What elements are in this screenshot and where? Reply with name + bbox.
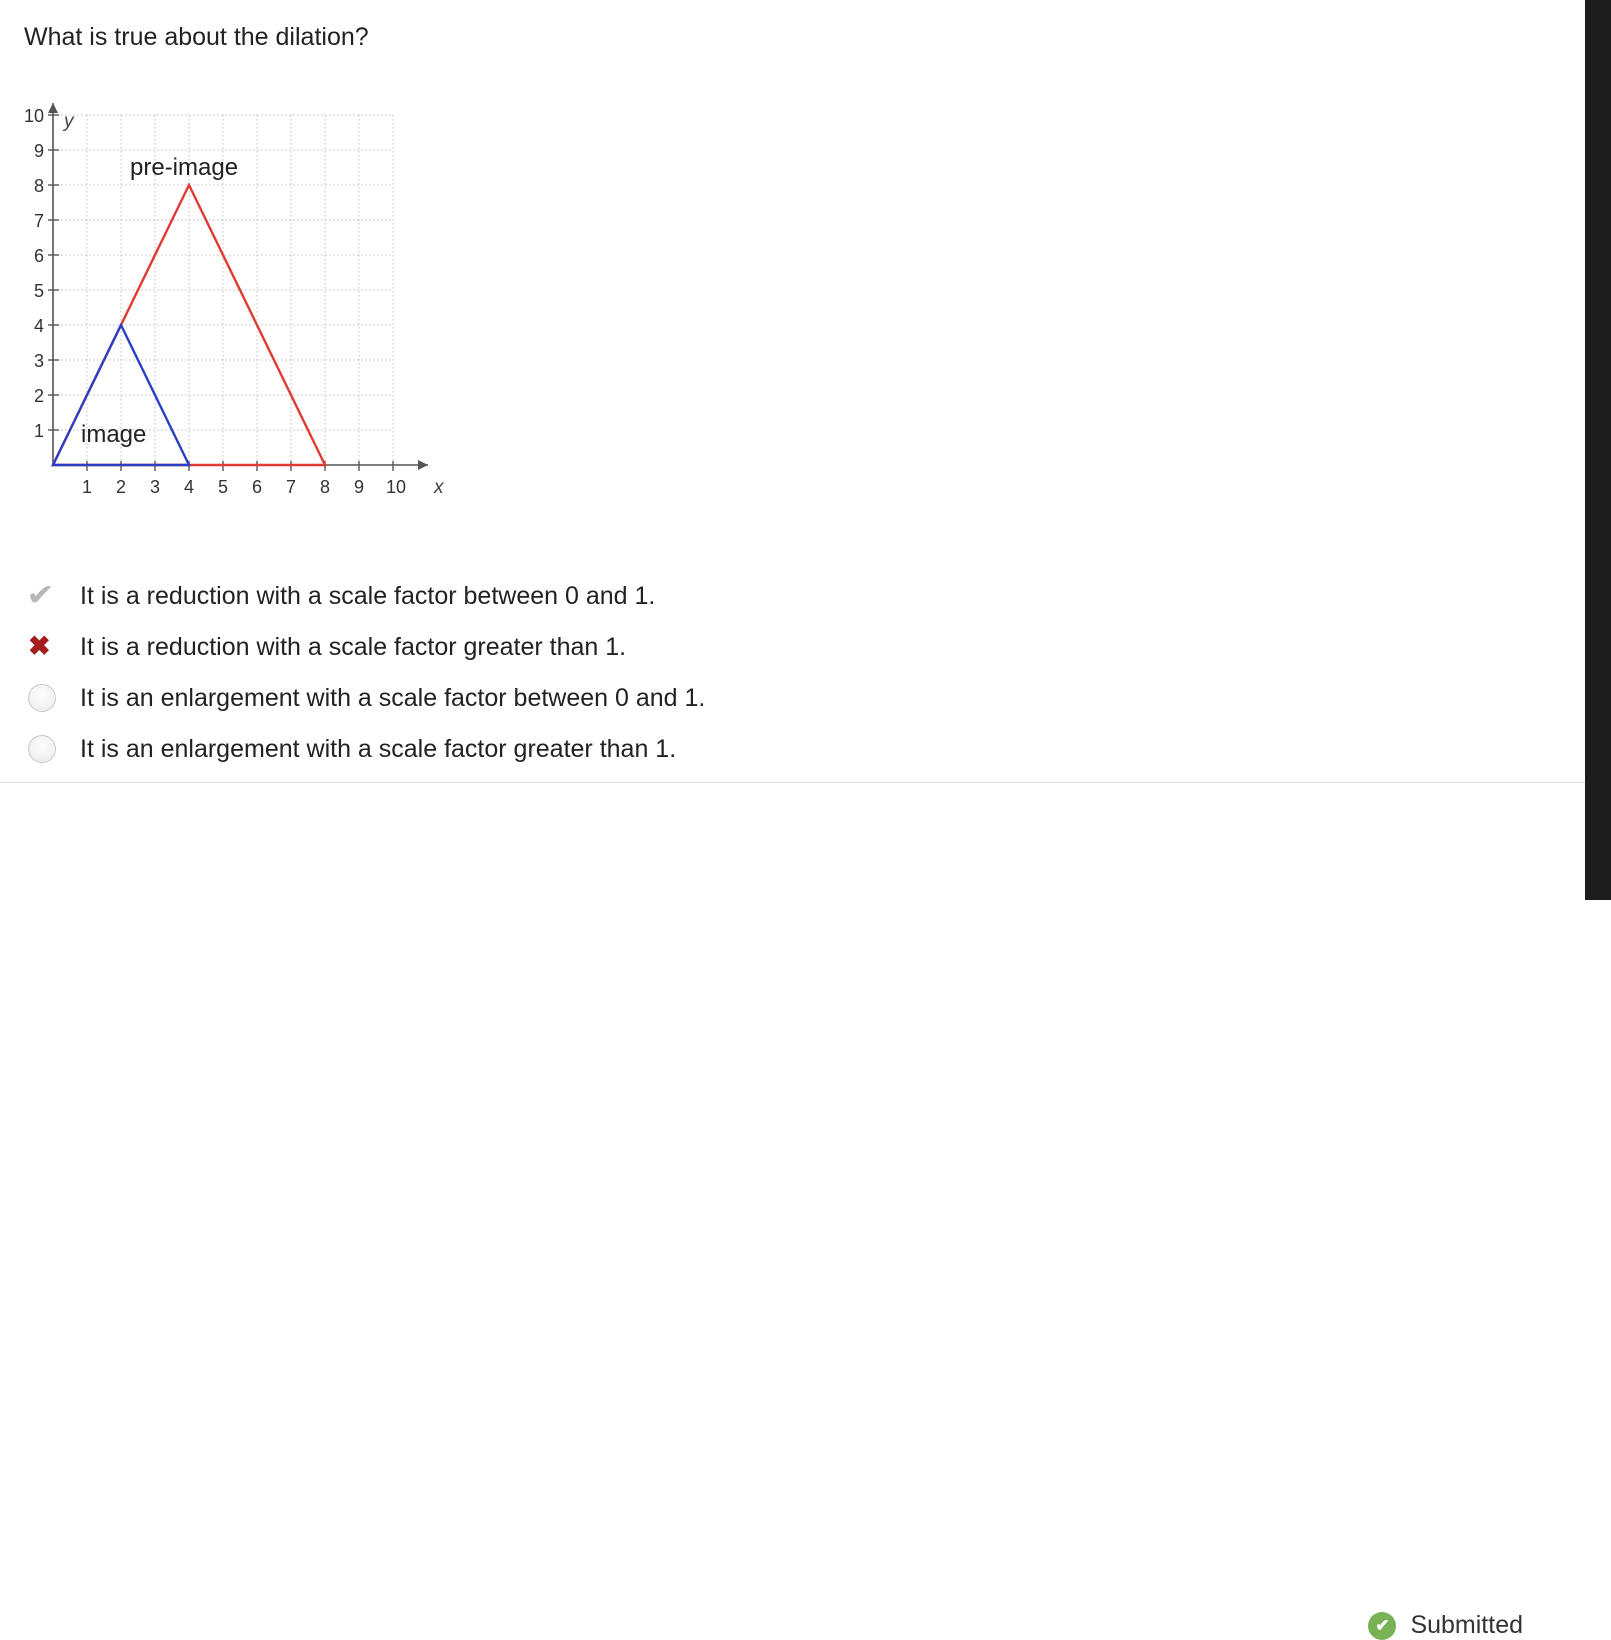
svg-text:1: 1 [81, 477, 93, 497]
image-label: image [81, 421, 147, 448]
svg-text:7: 7 [285, 477, 297, 497]
answer-option-4[interactable] [24, 723, 1224, 774]
answer-mark-2 [24, 633, 80, 660]
svg-text:3: 3 [149, 477, 161, 497]
page-title: What is true about the dilation? [24, 23, 369, 51]
svg-text:6: 6 [251, 477, 263, 497]
footer-bar [0, 783, 1585, 1639]
status-label: Submitted [1410, 1611, 1523, 1639]
svg-text:1: 1 [33, 421, 44, 441]
svg-text:2: 2 [115, 477, 127, 497]
status-badge [1368, 1611, 1523, 1640]
preimage-label: pre-image [130, 154, 239, 181]
x-axis-label: x [434, 477, 444, 498]
check-icon: ✔ [26, 578, 56, 612]
answer-mark-3 [24, 684, 80, 712]
svg-text:9: 9 [353, 477, 365, 497]
answer-option-3[interactable] [24, 672, 1224, 723]
svg-text:4: 4 [33, 316, 44, 336]
svg-text:5: 5 [33, 281, 44, 301]
svg-text:3: 3 [33, 351, 44, 371]
coordinate-graph [18, 95, 478, 515]
answer-options-list [24, 570, 1224, 774]
answer-label-2: It is a reduction with a scale factor greater than 1. [80, 632, 627, 661]
radio-button-icon[interactable] [28, 684, 56, 712]
svg-text:8: 8 [319, 477, 331, 497]
svg-text:4: 4 [183, 477, 195, 497]
y-axis-label: y [64, 111, 74, 132]
answer-mark-1 [24, 578, 80, 612]
svg-text:5: 5 [217, 477, 229, 497]
answer-label-4: It is an enlargement with a scale factor greater than 1. [80, 734, 677, 763]
y-tick-labels [24, 106, 44, 441]
answer-option-1[interactable] [24, 570, 1224, 621]
answer-option-2[interactable] [24, 621, 1224, 672]
svg-text:7: 7 [33, 211, 44, 231]
svg-text:10: 10 [385, 477, 407, 497]
svg-text:8: 8 [33, 176, 44, 196]
answer-label-1: It is a reduction with a scale factor between 0 and 1. [80, 581, 656, 610]
right-edge-strip [1585, 0, 1611, 900]
x-tick-labels [82, 477, 406, 497]
answer-mark-4 [24, 735, 80, 763]
x-icon: ✖ [28, 631, 51, 661]
svg-text:9: 9 [33, 141, 44, 161]
svg-text:2: 2 [33, 386, 44, 406]
check-circle-icon: ✔ [1368, 1612, 1396, 1640]
radio-button-icon[interactable] [28, 735, 56, 763]
dilation-graph-figure [18, 95, 478, 515]
svg-text:6: 6 [33, 246, 44, 266]
answer-label-3: It is an enlargement with a scale factor between 0 and 1. [80, 683, 706, 712]
svg-text:10: 10 [23, 106, 44, 126]
bottom-strip [0, 894, 1585, 900]
